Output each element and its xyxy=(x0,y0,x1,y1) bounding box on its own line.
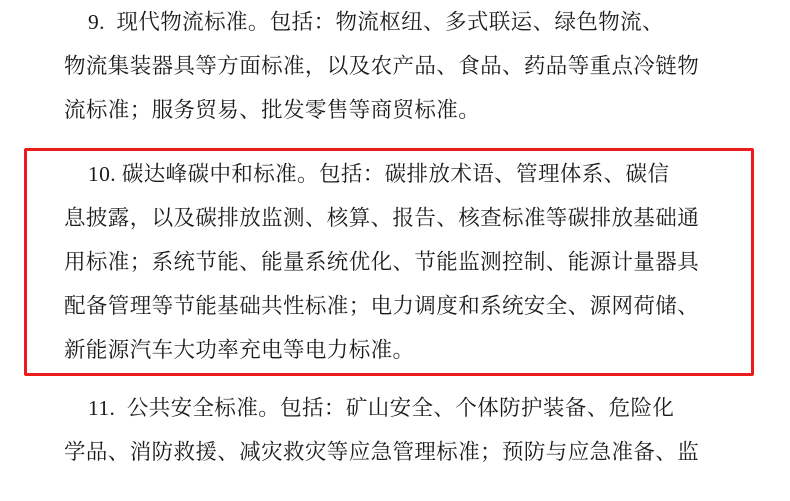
paragraph-line: 物流集装器具等方面标准，以及农产品、食品、药品等重点冷链物 xyxy=(64,54,700,78)
paragraph-line: 10. 碳达峰碳中和标准。包括：碳排放术语、管理体系、碳信 xyxy=(88,162,670,186)
paragraph-line: 11. 公共安全标准。包括：矿山安全、个体防护装备、危险化 xyxy=(88,396,675,420)
paragraph-line: 学品、消防救援、减灾救灾等应急管理标准；预防与应急准备、监 xyxy=(64,440,700,464)
paragraph-item-11 xyxy=(64,386,764,474)
paragraph-item-9 xyxy=(64,0,764,132)
paragraph-item-10 xyxy=(64,152,764,372)
paragraph-line: 配备管理等节能基础共性标准；电力调度和系统安全、源网荷储、 xyxy=(64,294,700,318)
paragraph-line: 9. 现代物流标准。包括：物流枢纽、多式联运、绿色物流、 xyxy=(88,10,664,34)
paragraph-line: 流标准；服务贸易、批发零售等商贸标准。 xyxy=(64,98,481,122)
paragraph-line: 息披露，以及碳排放监测、核算、报告、核查标准等碳排放基础通 xyxy=(64,206,700,230)
paragraph-line: 用标准；系统节能、能量系统优化、节能监测控制、能源计量器具 xyxy=(64,250,700,274)
paragraph-line: 新能源汽车大功率充电等电力标准。 xyxy=(64,338,415,362)
